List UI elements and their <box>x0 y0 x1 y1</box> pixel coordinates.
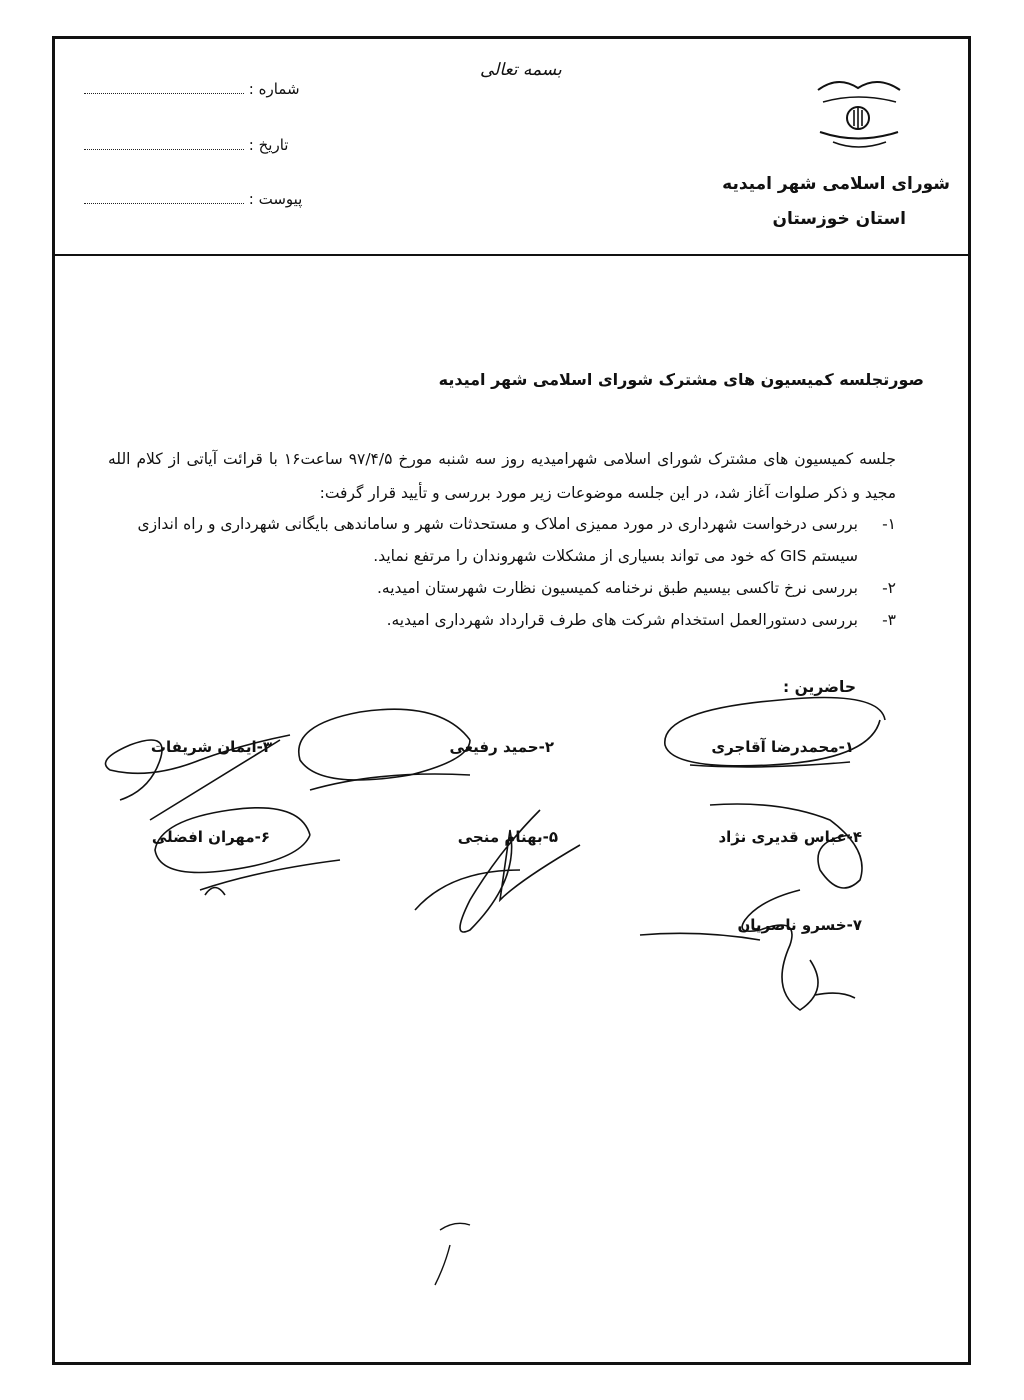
date-field <box>78 136 288 154</box>
invocation-text: بسمه تعالی <box>480 60 562 80</box>
date-blank-line <box>84 137 244 150</box>
document-frame <box>52 36 971 1365</box>
province-name: استان خوزستان <box>772 209 906 229</box>
org-name: شورای اسلامی شهر امیدیه <box>722 174 950 194</box>
intro-paragraph: جلسه کمیسیون های مشترک شورای اسلامی شهرامیدیه روز سه شنبه مورخ ۹۷/۴/۵ ساعت۱۶ با قرائت آیاتی از کلام الله مجید و ذکر صلوات آغاز شد، در این جلسه موضوعات زیر مورد بررسی و تأیید قرار گرفت: <box>108 450 896 502</box>
item-number: ۳- <box>882 611 896 629</box>
attendee-name: ۲-حمید رفیعی <box>449 738 554 756</box>
attendee-name: ۴-عباس قدیری نژاد <box>718 828 862 846</box>
attachment-blank-line <box>84 191 244 204</box>
attachment-field <box>78 190 302 208</box>
emblem-icon <box>808 70 908 160</box>
number-field <box>78 80 300 98</box>
document-title: صورتجلسه کمیسیون های مشترک شورای اسلامی شهر امیدیه <box>438 370 924 389</box>
attendee-name: ۷-خسرو ناصریان <box>737 916 862 934</box>
attendee-name: ۵-بهنام منجی <box>457 828 558 846</box>
item-text: بررسی دستورالعمل استخدام شرکت های طرف قرارداد شهرداری امیدیه. <box>386 611 858 629</box>
list-item <box>108 604 896 636</box>
attendees-label: حاضرین : <box>783 678 856 696</box>
item-text: بررسی نرخ تاکسی بیسیم طبق نرخنامه کمیسیون نظارت شهرستان امیدیه. <box>376 579 858 597</box>
attendee-name: ۱-محمدرضا آقاجری <box>711 738 854 756</box>
date-label: تاریخ : <box>248 136 289 154</box>
item-number: ۲- <box>882 579 896 597</box>
agenda-list <box>108 508 896 636</box>
number-label: شماره : <box>248 80 300 98</box>
attachment-label: پیوست : <box>248 190 303 208</box>
list-item <box>108 572 896 604</box>
header-divider <box>52 254 971 256</box>
number-blank-line <box>84 81 244 94</box>
item-number: ۱- <box>882 515 896 533</box>
attendee-name: ۶-مهران افضلی <box>151 828 270 846</box>
item-text: بررسی درخواست شهرداری در مورد ممیزی املاک و مستحدثات شهر و ساماندهی بایگانی شهرداری و راه اندازی سیستم GIS که خود می تواند بسیاری از مشکلات شهروندان را مرتفع نماید. <box>137 515 858 565</box>
attendee-name: ۳-ایمان شریفات <box>150 738 272 756</box>
list-item <box>108 508 896 572</box>
